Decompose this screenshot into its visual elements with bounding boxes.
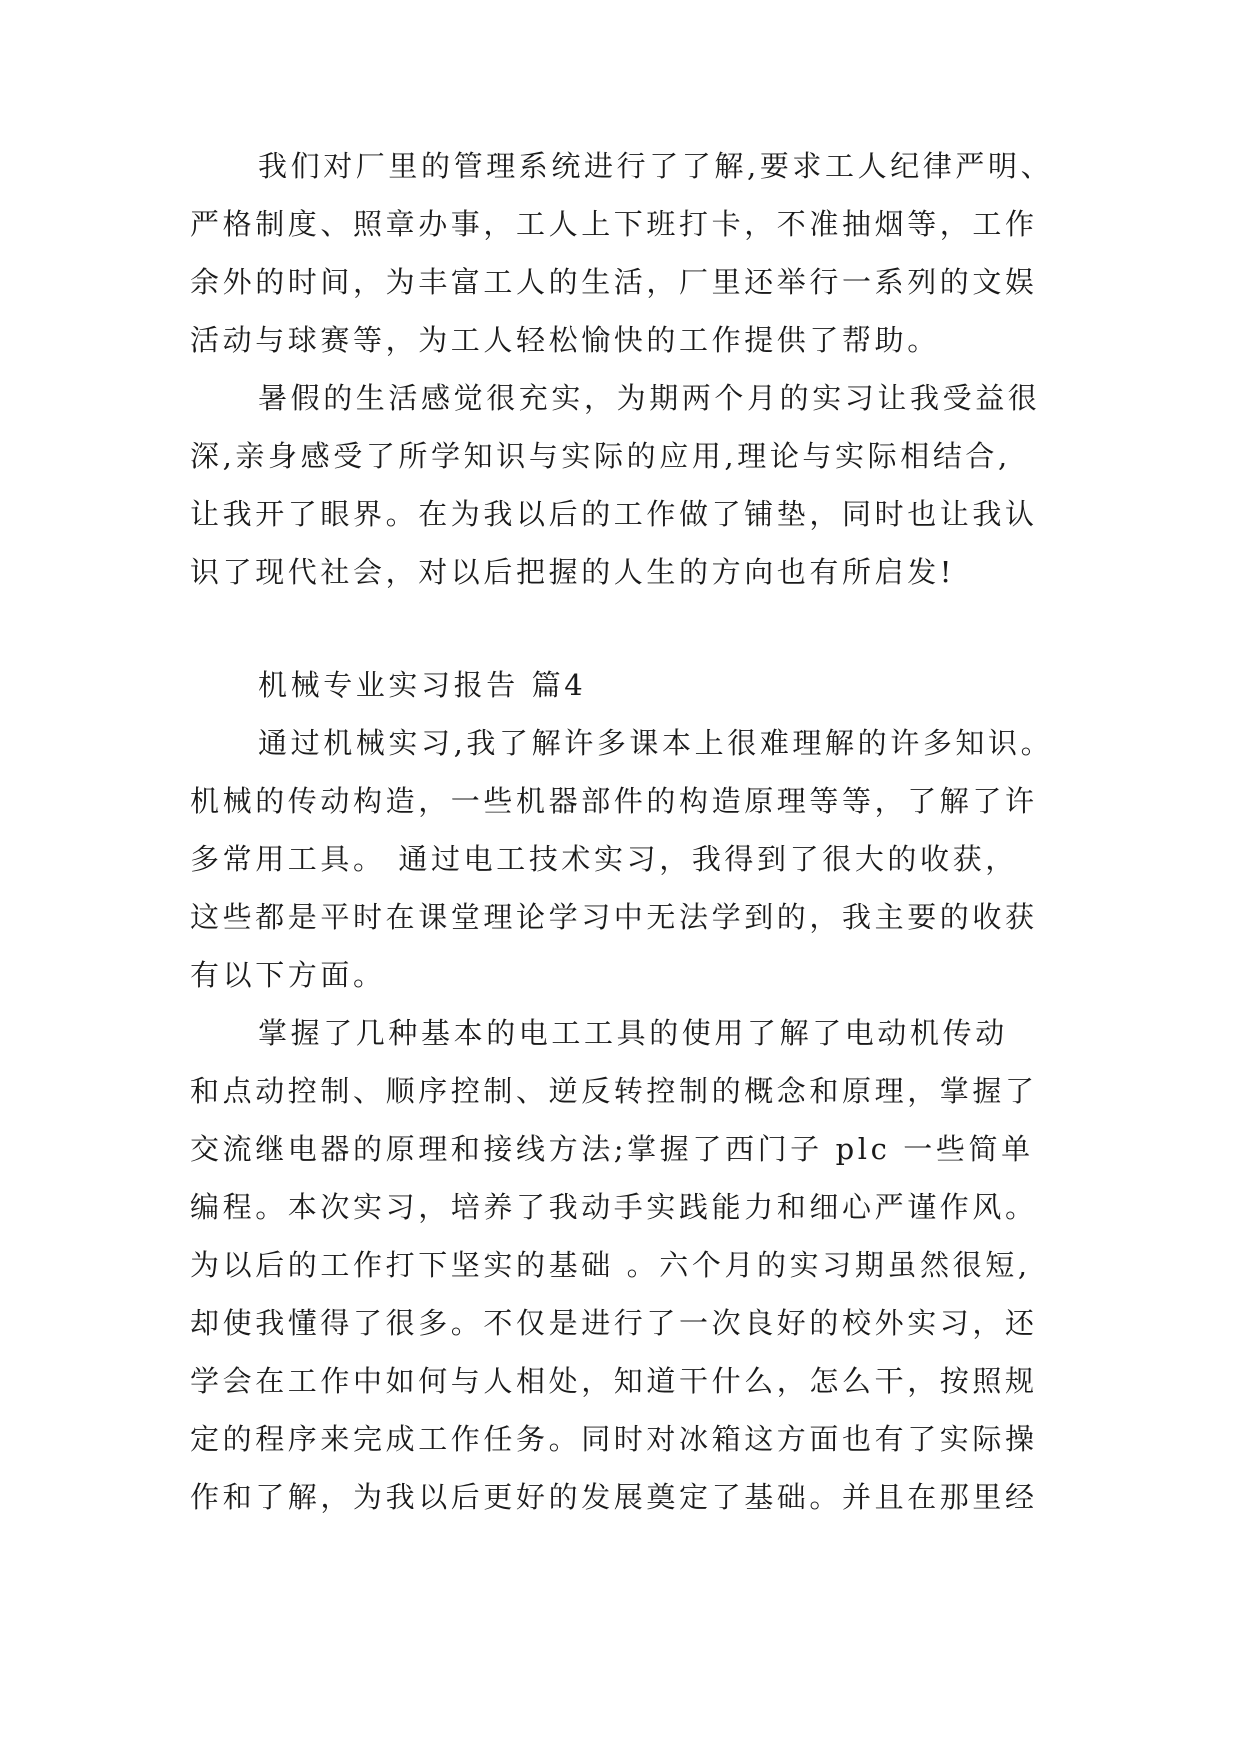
paragraph-4-line-4: 编程。本次实习，培养了我动手实践能力和细心严谨作风。 — [190, 1190, 1038, 1224]
paragraph-4-line-2: 和点动控制、顺序控制、逆反转控制的概念和原理，掌握了 — [190, 1074, 1038, 1108]
paragraph-1-line-3: 余外的时间，为丰富工人的生活，厂里还举行一系列的文娱 — [190, 265, 1038, 299]
paragraph-2-line-1: 暑假的生活感觉很充实，为期两个月的实习让我受益很 — [258, 381, 1041, 415]
paragraph-1-line-4: 活动与球赛等，为工人轻松愉快的工作提供了帮助。 — [190, 323, 940, 357]
paragraph-3-line-3: 多常用工具。 通过电工技术实习，我得到了很大的收获， — [190, 842, 1018, 876]
paragraph-1-line-2: 严格制度、照章办事，工人上下班打卡，不准抽烟等，工作 — [190, 207, 1038, 241]
paragraph-3-line-2: 机械的传动构造，一些机器部件的构造原理等等，了解了许 — [190, 784, 1038, 818]
paragraph-2-line-2: 深,亲身感受了所学知识与实际的应用,理论与实际相结合, — [190, 439, 1011, 473]
paragraph-3-line-4: 这些都是平时在课堂理论学习中无法学到的，我主要的收获 — [190, 900, 1038, 934]
paragraph-4-line-6: 却使我懂得了很多。不仅是进行了一次良好的校外实习，还 — [190, 1306, 1038, 1340]
paragraph-4-line-9: 作和了解，为我以后更好的发展奠定了基础。并且在那里经 — [190, 1480, 1038, 1514]
paragraph-4-line-8: 定的程序来完成工作任务。同时对冰箱这方面也有了实际操 — [190, 1422, 1038, 1456]
section-heading: 机械专业实习报告 篇4 — [258, 668, 587, 702]
paragraph-1-line-1: 我们对厂里的管理系统进行了了解,要求工人纪律严明、 — [258, 149, 1054, 183]
paragraph-4-line-3: 交流继电器的原理和接线方法;掌握了西门子 plc 一些简单 — [190, 1132, 1034, 1166]
paragraph-4-line-7: 学会在工作中如何与人相处，知道干什么，怎么干，按照规 — [190, 1364, 1038, 1398]
paragraph-3-line-1: 通过机械实习,我了解许多课本上很难理解的许多知识。 — [258, 726, 1054, 760]
paragraph-3-line-5: 有以下方面。 — [190, 958, 386, 992]
paragraph-4-line-5: 为以后的工作打下坚实的基础 。六个月的实习期虽然很短, — [190, 1248, 1031, 1282]
paragraph-4-line-1: 掌握了几种基本的电工工具的使用了解了电动机传动 — [258, 1016, 1008, 1050]
paragraph-2-line-4: 识了现代社会，对以后把握的人生的方向也有所启发! — [190, 555, 956, 589]
paragraph-2-line-3: 让我开了眼界。在为我以后的工作做了铺垫，同时也让我认 — [190, 497, 1038, 531]
